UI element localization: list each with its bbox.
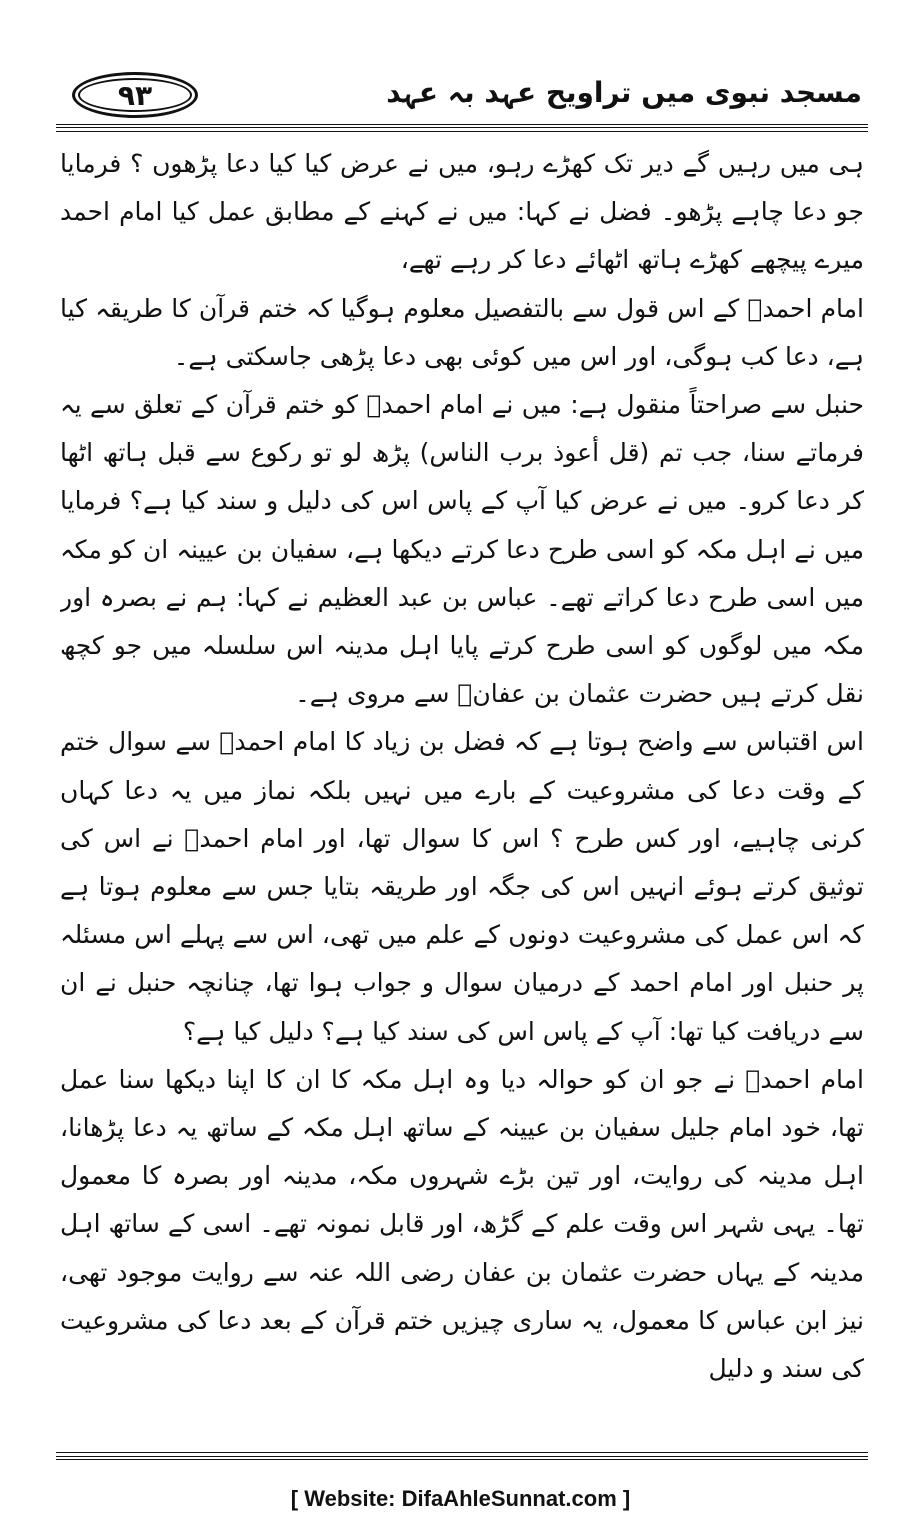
paragraph-1: ہی میں رہیں گے دیر تک کھڑے رہو، میں نے عرض کیا کیا دعا پڑھوں ؟ فرمایا جو دعا چاہے پڑھو۔ فضل نے کہا: میں نے کہنے کے مطابق عمل کیا امام احمد میرے پیچھے کھڑے ہاتھ اٹھائے دعا کر رہے تھے، — [60, 149, 864, 275]
paragraph-5: امام احمدؒ نے جو ان کو حوالہ دیا وہ اہل مکہ کا ان کا اپنا دیکھا سنا عمل تھا، خود امام جلیل سفیان بن عیینہ کے ساتھ اہل مکہ کے ساتھ یہ دعا پڑھانا، اہل مدینہ کی روایت، اور تین بڑے شہروں مکہ، مدینہ اور بصرہ کا معمول تھا۔ یہی شہر اس وقت علم کے گڑھ، اور قابل نمونہ تھے۔ اسی کے ساتھ اہل مدینہ کے یہاں حضرت عثمان بن عفان رضی اللہ عنہ سے روایت موجود تھی، نیز ابن عباس کا معمول، یہ ساری چیزیں ختم قرآن کے بعد دعا کی مشروعیت کی سند و دلیل — [60, 1064, 864, 1384]
paragraph-2: امام احمدؒ کے اس قول سے بالتفصیل معلوم ہوگیا کہ ختم قرآن کا طریقہ کیا ہے، دعا کب ہوگی، اور اس میں کوئی بھی دعا پڑھی جاسکتی ہے۔ — [60, 293, 864, 371]
page-body — [60, 140, 864, 1420]
footer-rule — [56, 1452, 868, 1460]
page-header — [62, 62, 862, 122]
header-rule — [56, 124, 868, 132]
website-footer: [ Website: DifaAhleSunnat.com ] — [290, 1486, 631, 1511]
paragraph-4: اس اقتباس سے واضح ہوتا ہے کہ فضل بن زیاد کا امام احمدؒ سے سوال ختم کے وقت دعا کی مشروعیت کے بارے میں نہیں بلکہ نماز میں یہ دعا کہاں کرنی چاہیے، اور کس طرح ؟ اس کا سوال تھا، اور امام احمدؒ نے اس کی توثیق کرتے ہوئے انہیں اس کی جگہ اور طریقہ بتایا جس سے معلوم ہوتا ہے کہ اس عمل کی مشروعیت دونوں کے علم میں تھی، اس سے پہلے اس مسئلہ پر حنبل اور امام احمد کے درمیان سوال و جواب ہوا تھا، چنانچہ حنبل نے ان سے دریافت کیا تھا: آپ کے پاس اس کی سند کیا ہے؟ دلیل کیا ہے؟ — [60, 727, 864, 1046]
paragraph-3: حنبل سے صراحتاً منقول ہے: میں نے امام احمدؒ کو ختم قرآن کے تعلق سے یہ فرماتے سنا، جب تم (قل أعوذ برب الناس) پڑھ لو تو رکوع سے قبل ہاتھ اٹھا کر دعا کرو۔ میں نے عرض کیا آپ کے پاس اس کی دلیل و سند کیا ہے؟ فرمایا میں نے اہل مکہ کو اسی طرح دعا کرتے دیکھا ہے، سفیان بن عیینہ ان کو مکہ میں اسی طرح دعا کراتے تھے۔ عباس بن عبد العظیم نے کہا: ہم نے بصرہ اور مکہ میں لوگوں کو اسی طرح کرتے پایا اہل مدینہ اس سلسلہ میں جو کچھ نقل کرتے ہیں حضرت عثمان بن عفانؓ سے مروی ہے۔ — [60, 390, 864, 709]
running-title: مسجد نبوی میں تراویح عہد بہ عہد — [386, 76, 862, 109]
page-number: ۹۳ — [72, 72, 198, 118]
